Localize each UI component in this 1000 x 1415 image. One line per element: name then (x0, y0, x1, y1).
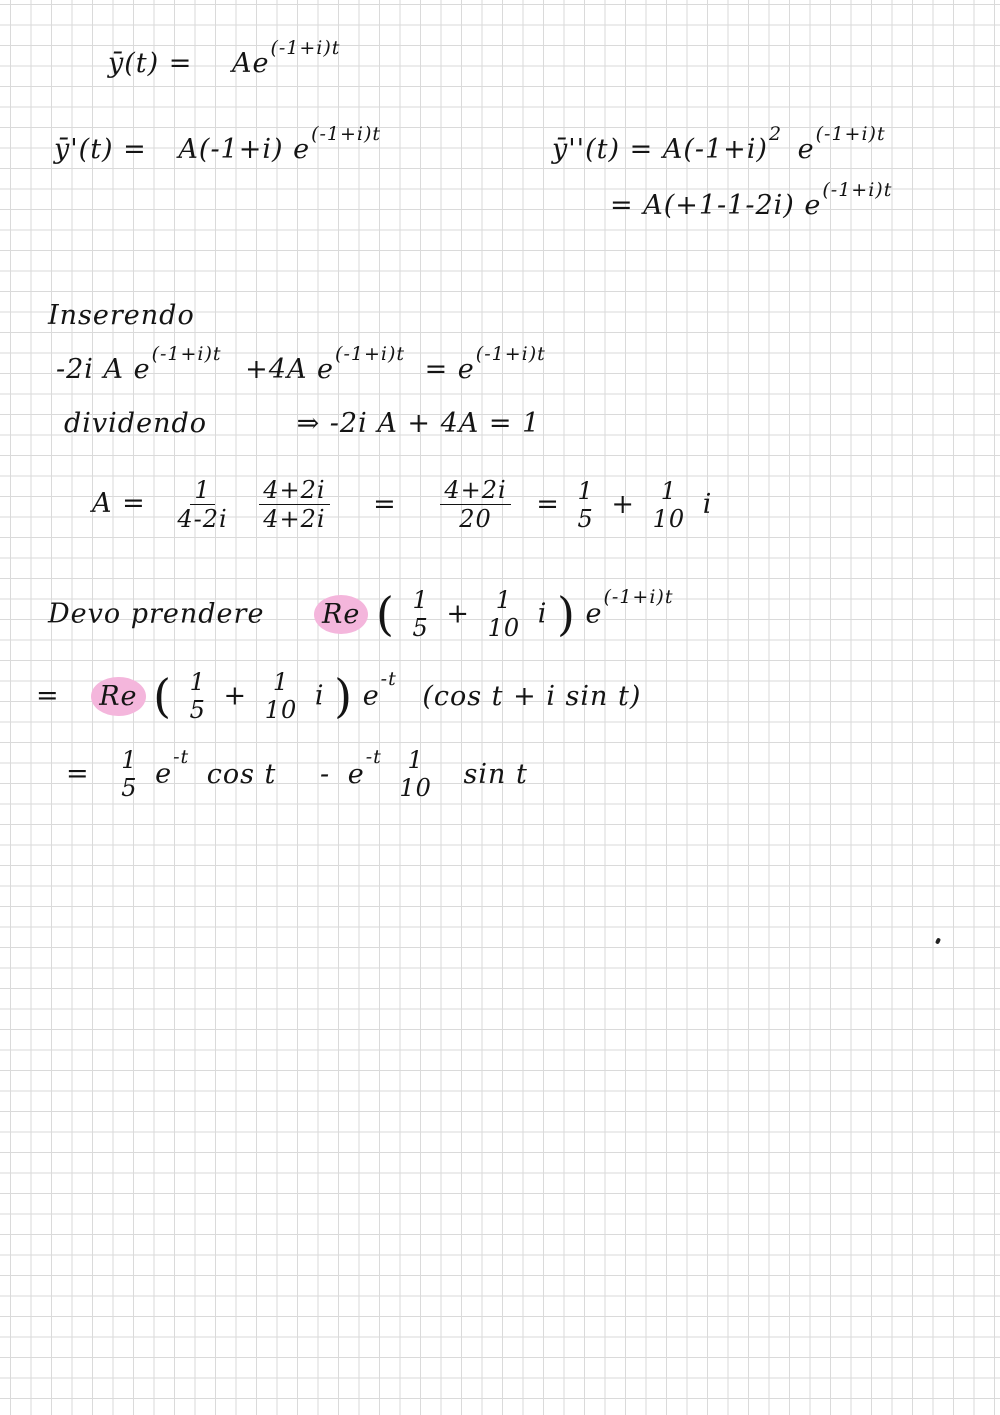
ybar-base: Ae (231, 48, 270, 79)
inserting-word: Inserendo (48, 300, 195, 331)
divide-word: dividendo (64, 408, 207, 439)
ybar-lhs: ȳ(t) = (108, 48, 193, 79)
fraction-one-tenth: 1 10 (652, 476, 686, 533)
ysecond-rhs: A(-1+i) (662, 134, 768, 165)
eq-divide (64, 410, 540, 437)
fraction-product: $\frac{4+2i}{20}$ (440, 478, 510, 531)
yprime-lhs: ȳ'(t) = (54, 134, 147, 165)
subst-term1: -2i A e (56, 354, 151, 385)
ysecond-square: 2 (768, 122, 783, 145)
ysecond-exp: (-1+i)t (815, 122, 886, 145)
ink-dot (935, 937, 941, 944)
yprime-rhs: A(-1+i) e (178, 134, 311, 165)
ysecond-simplified-exp: (-1+i)t (822, 178, 893, 201)
ysecond-lhs: ȳ''(t) = (552, 134, 654, 165)
subst-term1-exp: (-1+i)t (151, 342, 222, 365)
subst-term2: +4A e (245, 354, 335, 385)
ysecond-e: e (797, 134, 815, 165)
divide-rhs: ⇒ -2i A + 4A = 1 (296, 408, 541, 439)
eq-solve-a: A = $\frac{1}{4-2i}$ $\frac{4+2i}{4+2i}$ = $\frac{4+2i}{20}$ = 1 5 + 1 10 i (92, 476, 713, 533)
ybar-exp: (-1+i)t (270, 36, 341, 59)
yprime-exp: (-1+i)t (311, 122, 382, 145)
eq-substitution (56, 342, 546, 385)
eq-yprime (54, 122, 382, 165)
subst-term2-exp: (-1+i)t (335, 342, 405, 365)
ysecond-simplified-rhs: = A(+1-1-2i) e (610, 190, 822, 221)
take-real-word: Devo prendere (48, 598, 265, 630)
eq-expanded: = Re ( 1 5 + 1 10 i ) $e^{-t}$ (cos t + i sin t) (36, 668, 642, 724)
fraction-one-fifth: 1 5 (577, 476, 594, 533)
eq-final-result: = 1 5 $e^{-t}$ cos t - $e^{-t}$ 1 10 sin t (66, 746, 528, 802)
eq-take-real-part: Devo prendere Re ( 1 5 + 1 10 i ) $e^{(-1+i)t}$ (48, 586, 674, 642)
fraction-1: $\frac{1}{4-2i}$ (177, 476, 228, 533)
fraction-conjugate: $\frac{4+2i}{4+2i}$ (259, 478, 329, 531)
subst-term3-exp: (-1+i)t (475, 342, 546, 365)
real-part-highlight: Re (314, 595, 368, 634)
eq-ysecond-simplified (610, 178, 893, 221)
solve-a-lhs: A = (92, 488, 146, 519)
euler-expansion: (cos t + i sin t) (422, 680, 642, 712)
subst-term3: = e (424, 354, 475, 385)
eq-ysecond (552, 122, 886, 165)
eq-ybar (108, 36, 341, 79)
real-part-highlight-2: Re (91, 677, 145, 716)
